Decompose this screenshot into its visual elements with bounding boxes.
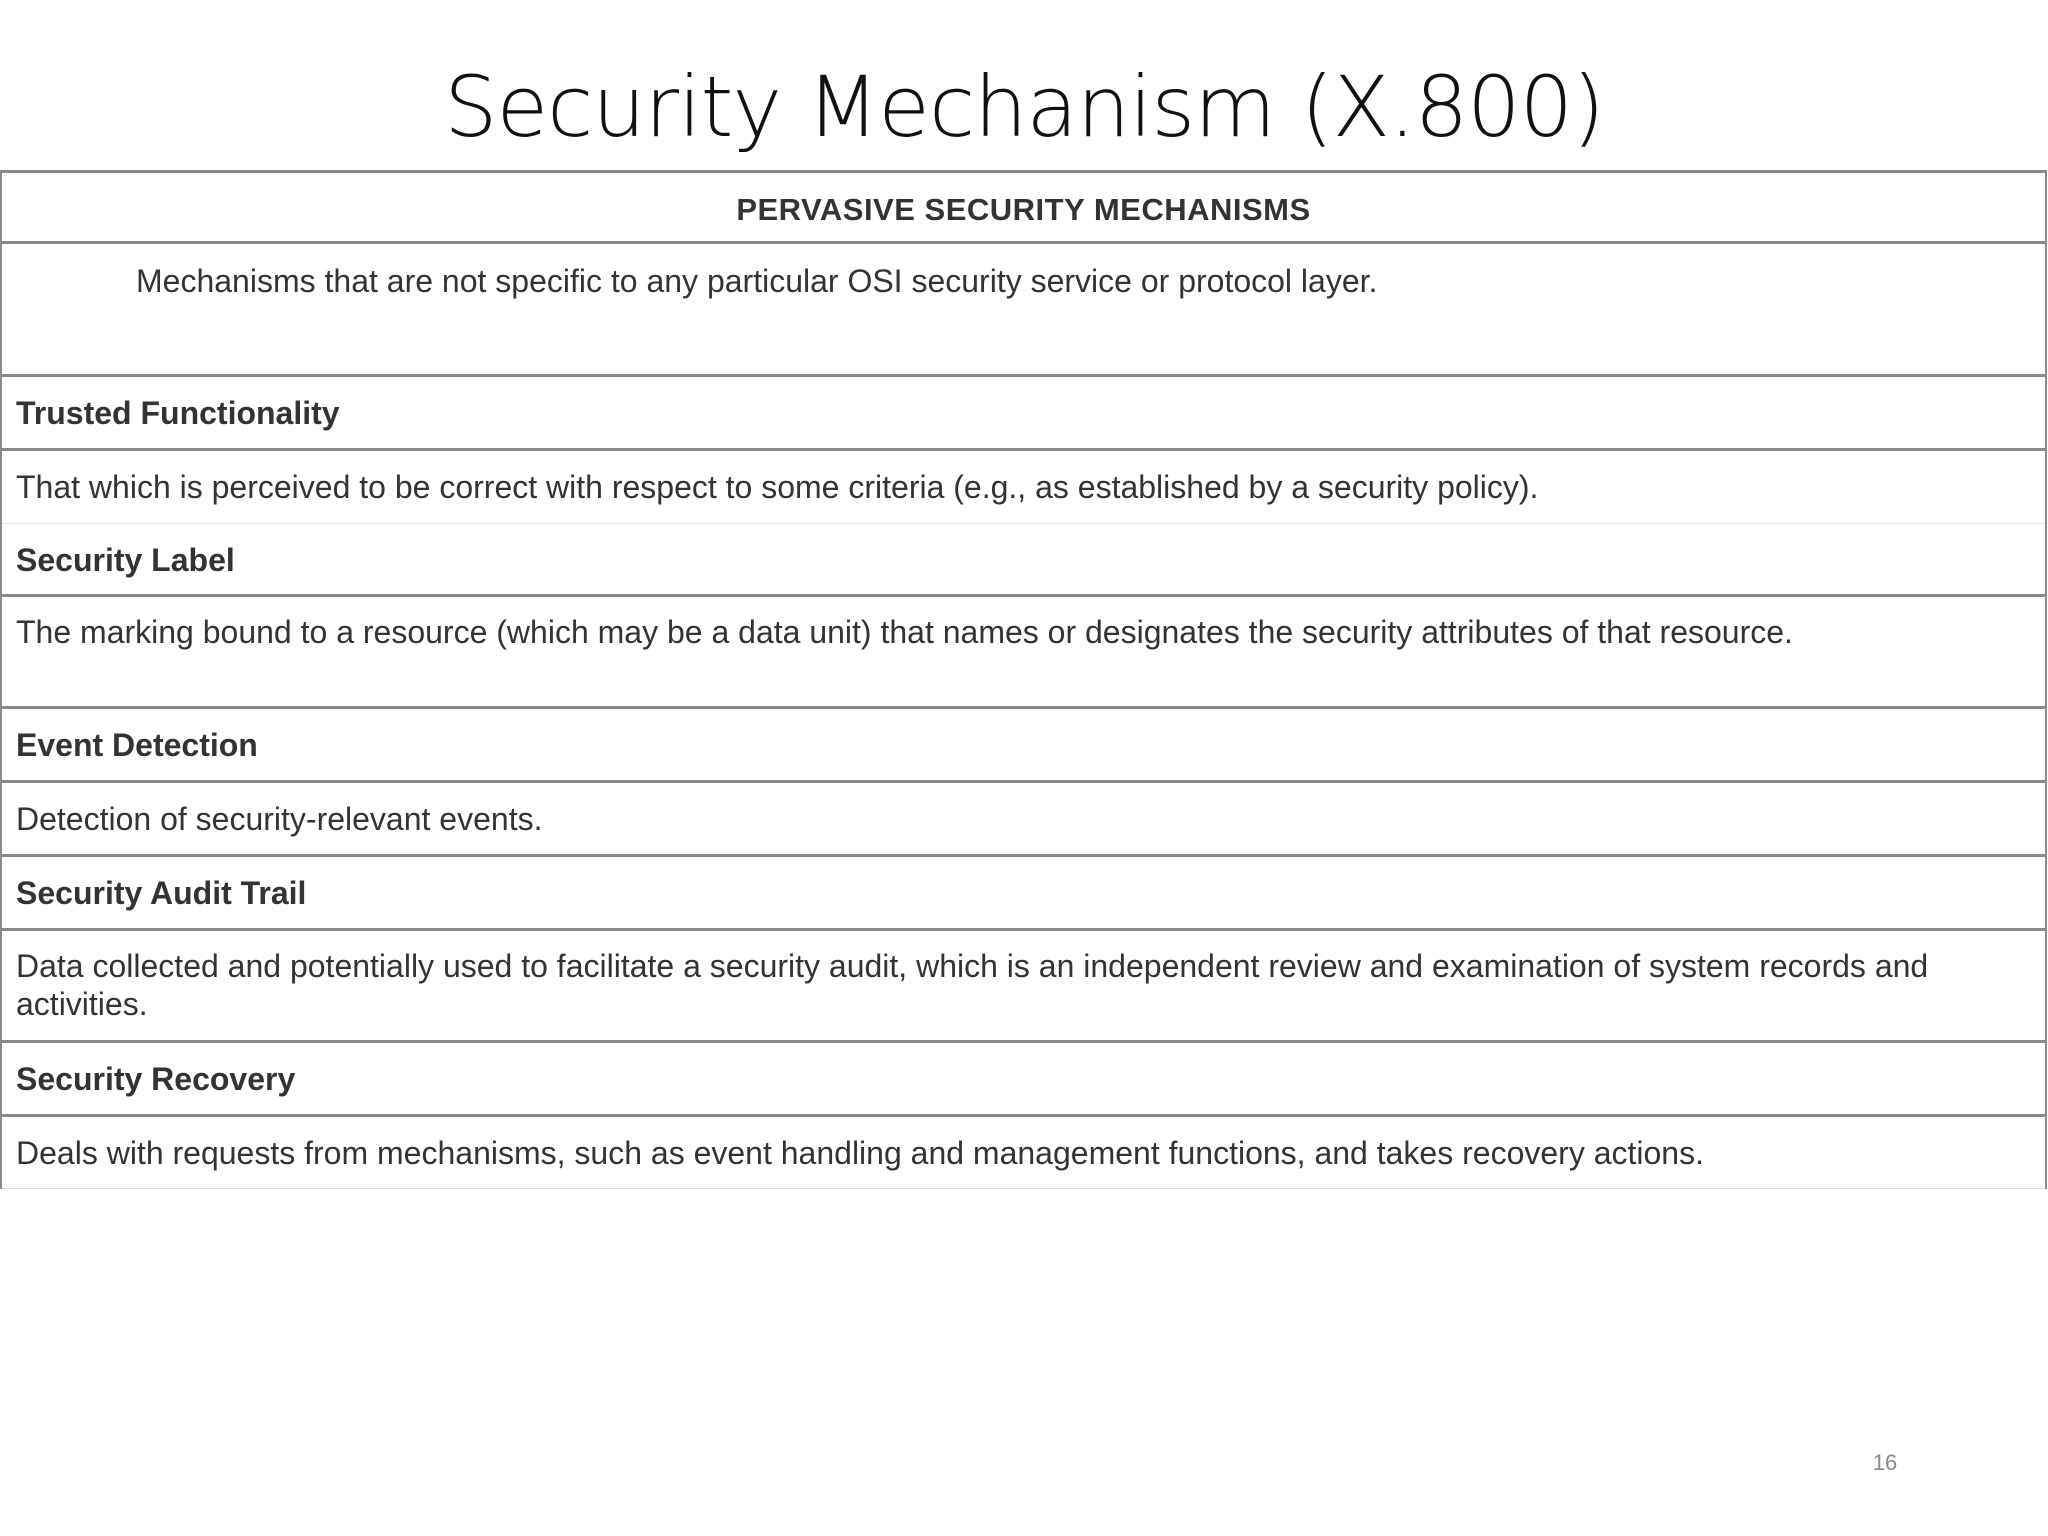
definition-event-detection: Detection of security-relevant events. bbox=[2, 783, 2045, 857]
term-security-label: Security Label bbox=[2, 523, 2045, 597]
definition-security-label: The marking bound to a resource (which may be a data unit) that names or designates the security attributes of that resource. bbox=[2, 597, 2045, 709]
page-number: 16 bbox=[1872, 1450, 1898, 1475]
definition-trusted-functionality: That which is perceived to be correct with respect to some criteria (e.g., as established by a security policy). bbox=[16, 469, 1539, 505]
table-intro: Mechanisms that are not specific to any particular OSI security service or protocol layer. bbox=[2, 244, 2045, 377]
definition-security-recovery: Deals with requests from mechanisms, such as event handling and management functions, and takes recovery actions. bbox=[2, 1117, 2045, 1189]
term-trusted-functionality: Trusted Functionality bbox=[2, 377, 2045, 451]
table-header: PERVASIVE SECURITY MECHANISMS bbox=[2, 170, 2045, 244]
term-security-recovery: Security Recovery bbox=[2, 1043, 2045, 1117]
mechanisms-table bbox=[0, 170, 2047, 1189]
slide-title: Security Mechanism (X.800) bbox=[444, 58, 1604, 156]
term-security-audit-trail: Security Audit Trail bbox=[2, 857, 2045, 931]
definition-security-audit-trail: Data collected and potentially used to facilitate a security audit, which is an independent review and examination of system records and activities. bbox=[2, 931, 2045, 1043]
term-event-detection: Event Detection bbox=[2, 709, 2045, 783]
